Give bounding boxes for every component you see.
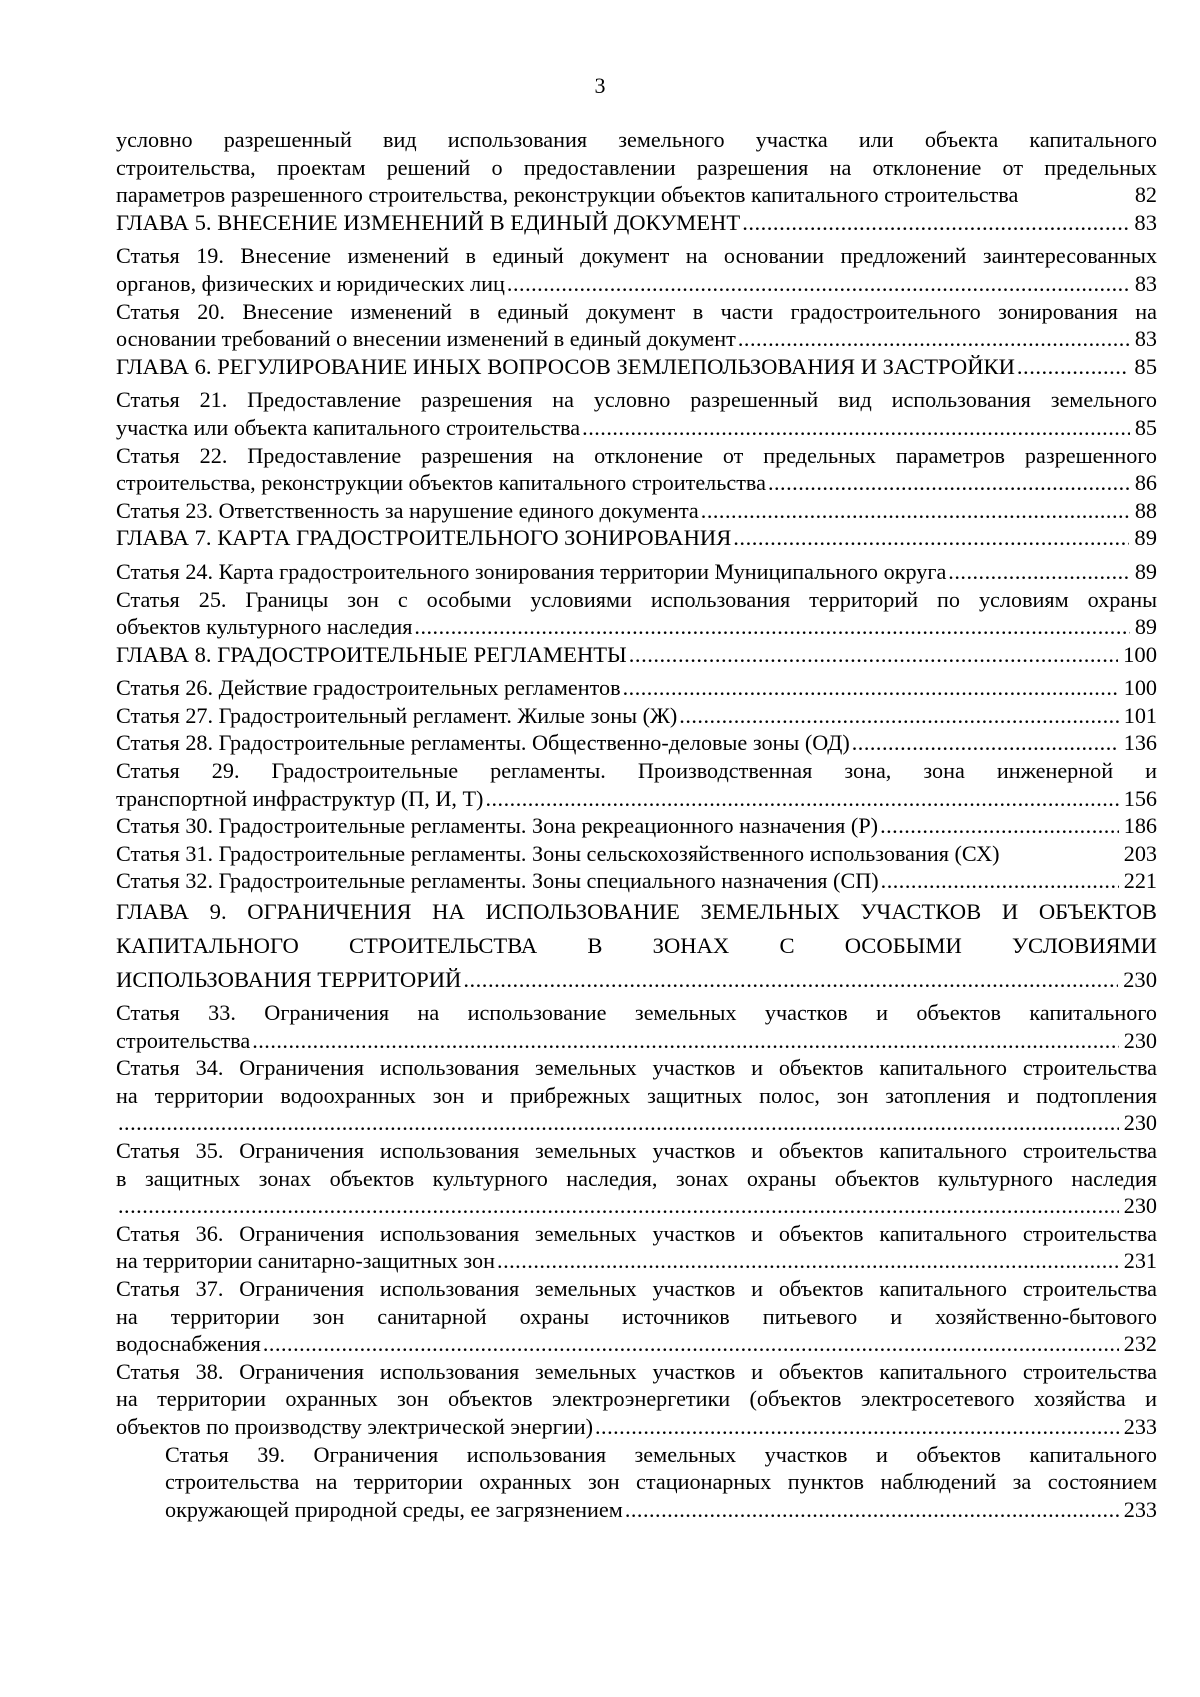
toc-leader-line (116, 497, 1157, 525)
toc-leader-line (116, 469, 1157, 497)
toc-article-entry (116, 867, 1157, 895)
toc-article-entry (116, 386, 1157, 441)
toc-entry-title: на территории санитарно-защитных зон (116, 1248, 496, 1274)
toc-entry-line: Статья 35. Ограничения использования земельных участков и объектов капитального строительства (116, 1138, 1157, 1163)
toc-dot-leader (485, 785, 1118, 813)
toc-leader-line (116, 613, 1157, 641)
toc-entry-line: Статья 38. Ограничения использования земельных участков и объектов капитального строительства (116, 1358, 1157, 1384)
toc-leader-line (116, 209, 1157, 237)
toc-page-number: 82 (1134, 182, 1157, 208)
toc-entry-line: КАПИТАЛЬНОГО СТРОИТЕЛЬСТВА В ЗОНАХ С ОСОБЫМИ УСЛОВИЯМИ (116, 933, 1157, 959)
toc-article-entry (116, 674, 1157, 702)
toc-article-entry (116, 702, 1157, 730)
toc-page-number: 89 (1134, 558, 1157, 584)
toc-article-entry (116, 1137, 1157, 1220)
toc-entry-line: Статья 34. Ограничения использования земельных участков и объектов капитального строительства (116, 1055, 1157, 1081)
toc-entry-line: Статья 39. Ограничения использования земельных участков и объектов капитального (165, 1441, 1157, 1467)
toc-article-entry (116, 558, 1157, 586)
toc-page-number: 203 (1123, 840, 1157, 866)
toc-dot-leader (880, 812, 1119, 840)
toc-chapter-entry (116, 353, 1157, 381)
toc-entry-title: Статья 26. Действие градостроительных регламентов (116, 675, 621, 701)
toc-entry-title: Статья 28. Градостроительные регламенты. Общественно-деловые зоны (ОД) (116, 730, 850, 756)
toc-entry-line: Статья 36. Ограничения использования земельных участков и объектов капитального строительства (116, 1220, 1157, 1246)
toc-page-number: 89 (1134, 614, 1157, 640)
toc-article-entry (116, 1054, 1157, 1137)
toc-entry-line: на территории водоохранных зон и прибрежных защитных полос, зон затопления и подтопления (116, 1082, 1157, 1108)
toc-entry-title: Статья 24. Карта градостроительного зонирования территории Муниципального округа (116, 558, 947, 584)
toc-leader-line (116, 785, 1157, 813)
toc-page-number: 232 (1123, 1331, 1157, 1357)
toc-leader-line (116, 353, 1157, 381)
toc-leader-line (116, 524, 1157, 552)
toc-entry-line: Статья 19. Внесение изменений в единый документ на основании предложений заинтересованных (116, 243, 1157, 269)
toc-article-entry (165, 1441, 1157, 1524)
toc-entry-title: объектов по производству электрической энергии) (116, 1413, 593, 1439)
toc-leader-line (116, 867, 1157, 895)
toc-article-entry (116, 729, 1157, 757)
toc-page-number: 88 (1134, 497, 1157, 523)
toc-page-number: 221 (1123, 868, 1157, 894)
toc-leader-line (116, 558, 1157, 586)
toc-chapter-title: ГЛАВА 7. КАРТА ГРАДОСТРОИТЕЛЬНОГО ЗОНИРОВАНИЯ (116, 525, 732, 551)
toc-entry-title: Статья 23. Ответственность за нарушение единого документа (116, 497, 699, 523)
toc-entry-line: строительства на территории охранных зон стационарных пунктов наблюдений за состоянием (165, 1469, 1157, 1495)
toc-page-number: 85 (1134, 353, 1157, 379)
toc-leader-line (116, 1247, 1157, 1275)
toc-leader-line (116, 1192, 1157, 1220)
toc-dot-leader (1017, 353, 1130, 381)
toc-entry-title: Статья 32. Градостроительные регламенты. Зоны специального назначения (СП) (116, 868, 879, 894)
toc-dot-leader (118, 1109, 1119, 1137)
toc-page-number: 85 (1134, 414, 1157, 440)
page-number: 3 (594, 73, 606, 98)
toc-chapter-entry (116, 524, 1157, 552)
toc-entry-line: Статья 33. Ограничения на использование земельных участков и объектов капитального (116, 1000, 1157, 1026)
toc-entry-line: Статья 37. Ограничения использования земельных участков и объектов капитального строительства (116, 1275, 1157, 1301)
toc-entry-line: Статья 29. Градостроительные регламенты. Производственная зона, зона инженерной и (116, 758, 1157, 784)
toc-dot-leader (623, 674, 1119, 702)
toc-entry-title: строительства, реконструкции объектов капитального строительства (116, 470, 766, 496)
toc-dot-leader (742, 209, 1129, 237)
toc-dot-leader (679, 702, 1118, 730)
toc-leader-line (165, 1496, 1157, 1524)
toc-leader-line (116, 325, 1157, 353)
toc-article-entry (116, 840, 1157, 868)
toc-entry-line: Статья 25. Границы зон с особыми условиями использования территорий по условиям охраны (116, 586, 1157, 612)
toc-leader-line (116, 181, 1157, 209)
toc-dot-leader (507, 270, 1130, 298)
toc-chapter-title: ГЛАВА 6. РЕГУЛИРОВАНИЕ ИНЫХ ВОПРОСОВ ЗЕМЛЕПОЛЬЗОВАНИЯ И ЗАСТРОЙКИ (116, 353, 1015, 379)
toc-article-entry (116, 497, 1157, 525)
toc-article-entry (116, 1220, 1157, 1275)
toc-leader-line (116, 702, 1157, 730)
toc-entry-line: Статья 21. Предоставление разрешения на условно разрешенный вид использования земельного (116, 387, 1157, 413)
toc-entry-line: на территории зон санитарной охраны источников питьевого и хозяйственно-бытового (116, 1303, 1157, 1329)
toc-entry-line: условно разрешенный вид использования земельного участка или объекта капитального (116, 127, 1157, 152)
toc-entry-title: окружающей природной среды, ее загрязнением (165, 1496, 623, 1522)
toc-chapter-title: ГЛАВА 8. ГРАДОСТРОИТЕЛЬНЫЕ РЕГЛАМЕНТЫ (116, 641, 627, 667)
toc-dot-leader (263, 1330, 1119, 1358)
toc-leader-line (116, 812, 1157, 840)
toc-page-number: 83 (1134, 326, 1157, 352)
toc-leader-line (116, 1109, 1157, 1137)
toc-dot-leader (852, 729, 1119, 757)
toc-article-entry (116, 586, 1157, 641)
toc-entry-title: параметров разрешенного строительства, реконструкции объектов капитального строительства (116, 182, 1019, 208)
toc-page-number: 230 (1123, 1193, 1157, 1219)
toc-leader-line (116, 641, 1157, 669)
toc-dot-leader (625, 1496, 1119, 1524)
toc-dot-leader (582, 414, 1130, 442)
toc-article-entry (116, 757, 1157, 812)
toc-dot-leader (768, 469, 1130, 497)
toc-chapter-entry (116, 209, 1157, 237)
toc-leader-line (116, 1027, 1157, 1055)
toc-leader-line (116, 270, 1157, 298)
toc-entry-line: на территории охранных зон объектов электроэнергетики (объектов электросетевого хозяйства и (116, 1386, 1157, 1412)
toc-entry-title: водоснабжения (116, 1331, 261, 1357)
toc-chapter-entry (116, 895, 1157, 997)
toc-dot-leader (463, 963, 1118, 997)
toc-dot-leader (701, 497, 1130, 525)
toc-page-number: 83 (1134, 270, 1157, 296)
toc-leader-line (116, 963, 1157, 997)
toc-dot-leader (948, 558, 1130, 586)
toc-entry-title: участка или объекта капитального строительства (116, 414, 581, 440)
table-of-contents (116, 126, 1157, 1523)
toc-article-entry (116, 812, 1157, 840)
toc-page-number: 100 (1123, 641, 1157, 667)
toc-article-entry (116, 999, 1157, 1054)
toc-page-number: 230 (1123, 1027, 1157, 1053)
toc-page-number: 156 (1123, 785, 1157, 811)
toc-entry-line: Статья 22. Предоставление разрешения на отклонение от предельных параметров разрешенного (116, 442, 1157, 468)
toc-dot-leader (629, 641, 1118, 669)
toc-entry-line: в защитных зонах объектов культурного наследия, зонах охраны объектов культурного наследия (116, 1165, 1157, 1191)
toc-page-number: 136 (1123, 730, 1157, 756)
toc-dot-leader (738, 325, 1130, 353)
toc-entry-title: Статья 31. Градостроительные регламенты. Зоны сельскохозяйственного использования (СХ) (116, 840, 1000, 866)
toc-dot-leader (733, 524, 1129, 552)
toc-dot-leader (252, 1027, 1119, 1055)
toc-page-number: 233 (1123, 1496, 1157, 1522)
toc-dot-leader (118, 1192, 1119, 1220)
toc-chapter-title: ГЛАВА 5. ВНЕСЕНИЕ ИЗМЕНЕНИЙ В ЕДИНЫЙ ДОКУМЕНТ (116, 209, 741, 235)
toc-leader-line (116, 1413, 1157, 1441)
toc-leader-line (116, 1330, 1157, 1358)
toc-page-number: 231 (1123, 1248, 1157, 1274)
toc-entry-title: строительства (116, 1027, 251, 1053)
toc-page-number: 86 (1134, 470, 1157, 496)
toc-chapter-title: ИСПОЛЬЗОВАНИЯ ТЕРРИТОРИЙ (116, 967, 462, 993)
toc-dot-leader (414, 613, 1129, 641)
toc-article-entry (116, 442, 1157, 497)
toc-page-number: 100 (1123, 675, 1157, 701)
toc-dot-leader (497, 1247, 1119, 1275)
toc-entry-title: Статья 27. Градостроительный регламент. Жилые зоны (Ж) (116, 702, 678, 728)
toc-entry-title: органов, физических и юридических лиц (116, 270, 505, 296)
toc-article-entry (116, 1358, 1157, 1441)
toc-entry-line: строительства, проектам решений о предоставлении разрешения на отклонение от предельных (116, 154, 1157, 180)
toc-dot-leader (881, 867, 1119, 895)
toc-entry-title: объектов культурного наследия (116, 614, 413, 640)
toc-entry-title: основании требований о внесении изменений в единый документ (116, 326, 736, 352)
toc-page-number: 233 (1123, 1413, 1157, 1439)
toc-leader-line (116, 674, 1157, 702)
toc-article-entry (116, 1275, 1157, 1358)
toc-page-number: 89 (1134, 525, 1157, 551)
toc-page-number: 83 (1134, 209, 1157, 235)
toc-leader-line (116, 414, 1157, 442)
toc-page-number: 186 (1123, 813, 1157, 839)
toc-entry-line: Статья 20. Внесение изменений в единый документ в части градостроительного зонирования на (116, 298, 1157, 324)
toc-entry-title: транспортной инфраструктур (П, И, Т) (116, 785, 484, 811)
toc-page-number: 230 (1123, 967, 1157, 993)
toc-chapter-entry (116, 641, 1157, 669)
toc-leader-line (116, 840, 1157, 868)
toc-entry-line: ГЛАВА 9. ОГРАНИЧЕНИЯ НА ИСПОЛЬЗОВАНИЕ ЗЕМЕЛЬНЫХ УЧАСТКОВ И ОБЪЕКТОВ (116, 899, 1157, 925)
toc-article-entry (116, 126, 1157, 209)
toc-entry-title: Статья 30. Градостроительные регламенты. Зона рекреационного назначения (Р) (116, 813, 879, 839)
toc-dot-leader (595, 1413, 1119, 1441)
toc-page-number: 101 (1123, 702, 1157, 728)
toc-page-number: 230 (1123, 1110, 1157, 1136)
toc-article-entry (116, 242, 1157, 297)
toc-leader-line (116, 729, 1157, 757)
toc-article-entry (116, 298, 1157, 353)
